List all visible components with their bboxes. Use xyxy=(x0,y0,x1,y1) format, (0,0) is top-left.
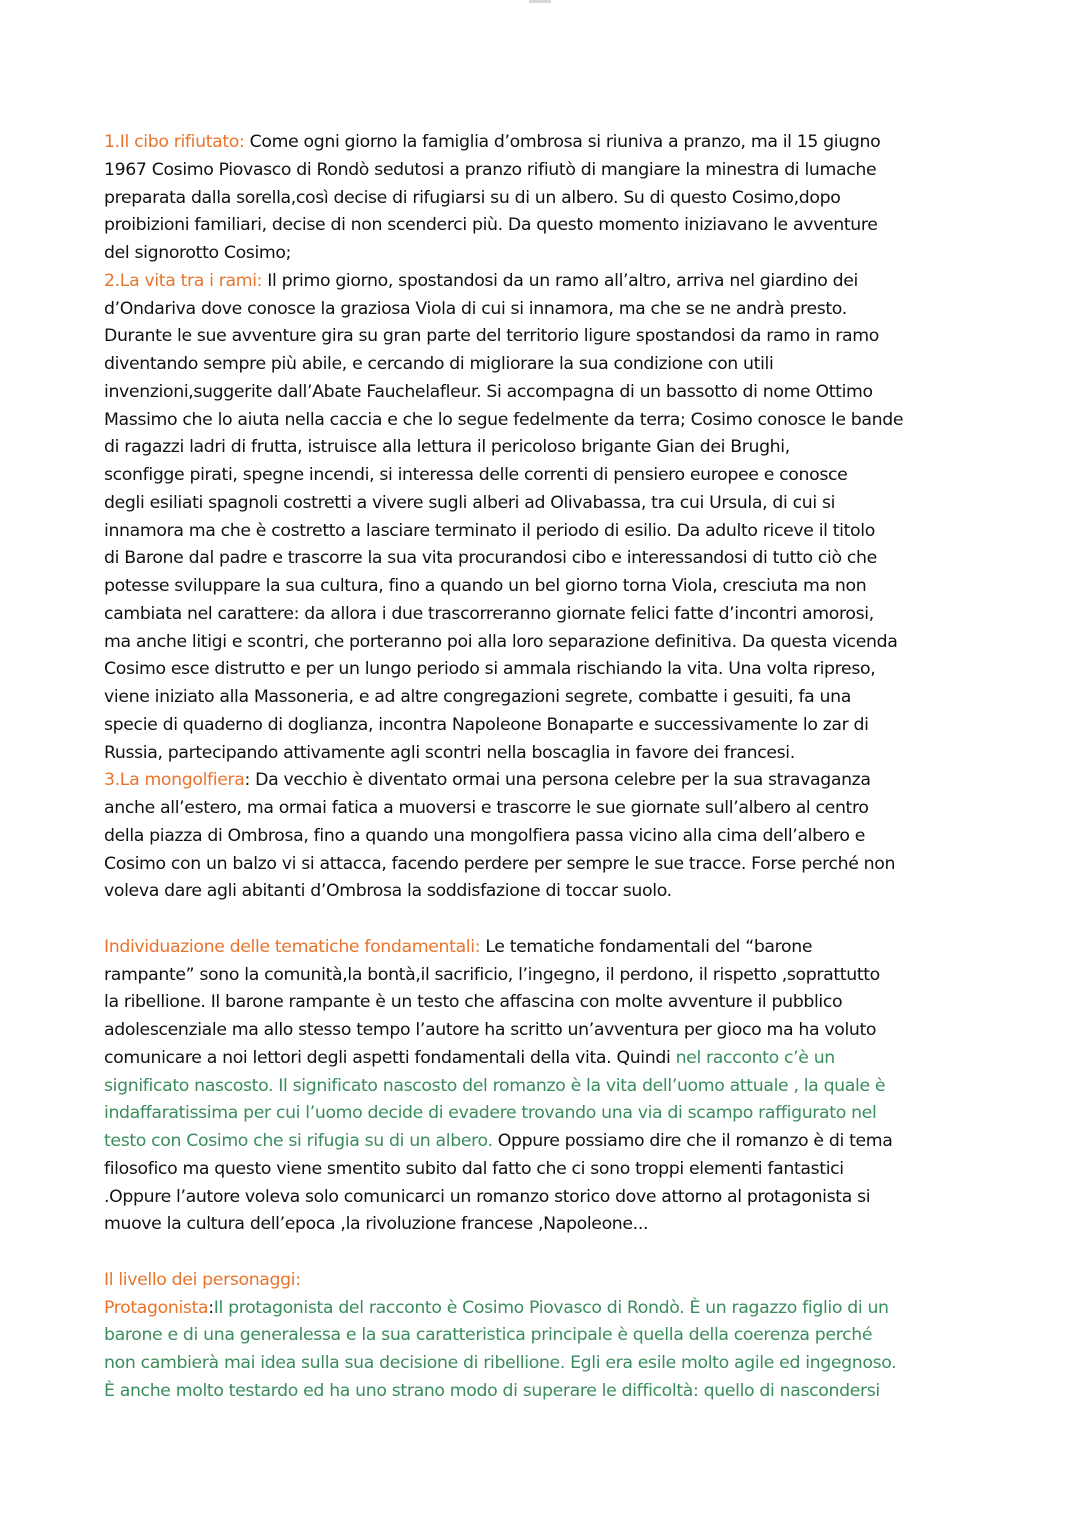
body-text: anche all’estero, ma ormai fatica a muoversi e trascorre le sue giornate sull’albero al centro xyxy=(104,798,869,818)
text-line xyxy=(104,1073,1004,1101)
body-text: Massimo che lo aiuta nella caccia e che lo segue fedelmente da terra; Cosimo conosce le bande xyxy=(104,409,904,430)
text-line xyxy=(104,767,1004,795)
body-text: della piazza di Ombrosa, fino a quando una mongolfiera passa vicino alla cima dell’albero e xyxy=(104,825,866,846)
body-text: .Oppure l’autore voleva solo comunicarci un romanzo storico dove attorno al protagonista si xyxy=(104,1186,871,1207)
text-line xyxy=(104,934,1004,962)
section-heading: 2.La vita tra i rami: xyxy=(104,270,268,291)
text-line xyxy=(104,212,1004,240)
text-line xyxy=(104,1128,1004,1156)
text-line xyxy=(104,351,1004,379)
body-text: voleva dare agli abitanti d’Ombrosa la soddisfazione di toccar suolo. xyxy=(104,881,672,902)
highlighted-text: significato nascosto. Il significato nascosto del romanzo è la vita dell’uomo attuale , la quale è xyxy=(104,1075,886,1096)
text-line xyxy=(104,296,1004,324)
text-line xyxy=(104,434,1004,462)
text-line xyxy=(104,1378,1004,1406)
body-text: la ribellione. Il barone rampante è un testo che affascina con molte avventure il pubblico xyxy=(104,992,843,1013)
highlighted-text: testo con Cosimo che si rifugia su di un albero. xyxy=(104,1131,498,1151)
section-heading: Protagonista xyxy=(104,1297,209,1318)
text-line xyxy=(104,1045,1004,1073)
highlighted-text: non cambierà mai idea sulla sua decisione di ribellione. Egli era esile molto agile ed ingegnoso. xyxy=(104,1353,897,1373)
blank-line xyxy=(104,1239,1004,1267)
text-line xyxy=(104,656,1004,684)
body-text: specie di quaderno di doglianza, incontra Napoleone Bonaparte e successivamente lo zar di xyxy=(104,714,869,735)
text-line xyxy=(104,240,1004,268)
text-line xyxy=(104,1156,1004,1184)
body-text: del signorotto Cosimo; xyxy=(104,243,292,263)
section-heading: Individuazione delle tematiche fondamentali: xyxy=(104,936,486,957)
body-text: potesse sviluppare la sua cultura, fino a quando un bel giorno torna Viola, cresciuta ma non xyxy=(104,576,867,596)
text-line xyxy=(104,129,1004,157)
text-line xyxy=(104,1100,1004,1128)
text-line xyxy=(104,823,1004,851)
text-line xyxy=(104,601,1004,629)
text-line xyxy=(104,185,1004,213)
body-text: invenzioni,suggerite dall’Abate Fauchelafleur. Si accompagna di un bassotto di nome Ottimo xyxy=(104,381,873,402)
body-text: Russia, partecipando attivamente agli scontri nella boscaglia in favore dei francesi. xyxy=(104,742,795,763)
text-line xyxy=(104,878,1004,906)
body-text: adolescenziale ma allo stesso tempo l’autore ha scritto un’avventura per gioco ma ha voluto xyxy=(104,1020,877,1040)
body-text: filosofico ma questo viene smentito subito dal fatto che ci sono troppi elementi fantastici xyxy=(104,1158,844,1179)
text-line xyxy=(104,684,1004,712)
body-text: Il primo giorno, spostandosi da un ramo all’altro, arriva nel giardino dei xyxy=(267,270,858,291)
text-line xyxy=(104,379,1004,407)
highlighted-text: È anche molto testardo ed ha uno strano modo di superare le difficoltà: quello di nascondersi xyxy=(104,1380,880,1401)
text-line xyxy=(104,573,1004,601)
text-line xyxy=(104,518,1004,546)
text-line xyxy=(104,323,1004,351)
body-text: degli esiliati spagnoli costretti a vivere sugli alberi ad Olivabassa, tra cui Ursula, di cui si xyxy=(104,492,836,513)
text-line xyxy=(104,490,1004,518)
document-body xyxy=(104,129,1004,1406)
body-text: proibizioni familiari, decise di non scenderci più. Da questo momento iniziavano le avventure xyxy=(104,215,878,236)
text-line xyxy=(104,989,1004,1017)
section-heading: 3.La mongolfiera xyxy=(104,770,245,791)
body-text: Cosimo esce distrutto e per un lungo periodo si ammala rischiando la vita. Una volta ripreso, xyxy=(104,659,876,680)
body-text: innamora ma che è costretto a lasciare terminato il periodo di esilio. Da adulto riceve il titolo xyxy=(104,520,875,541)
page-top-mark xyxy=(529,0,551,3)
body-text: comunicare a noi lettori degli aspetti fondamentali della vita. Quindi xyxy=(104,1047,676,1068)
body-text: ma anche litigi e scontri, che porteranno poi alla loro separazione definitiva. Da questa vicenda xyxy=(104,631,898,652)
text-line xyxy=(104,712,1004,740)
text-line xyxy=(104,795,1004,823)
text-line xyxy=(104,157,1004,185)
text-line xyxy=(104,1295,1004,1323)
highlighted-text: nel racconto c’è un xyxy=(675,1047,835,1068)
body-text: rampante” sono la comunità,la bontà,il sacrificio, l’ingegno, il perdono, il rispetto ,soprattutto xyxy=(104,964,880,985)
text-line xyxy=(104,1211,1004,1239)
body-text: Le tematiche fondamentali del “barone xyxy=(485,936,813,957)
body-text: : xyxy=(208,1297,214,1318)
body-text: d’Ondariva dove conosce la graziosa Viola di cui si innamora, ma che se ne andrà presto. xyxy=(104,298,847,319)
blank-line xyxy=(104,906,1004,934)
text-line xyxy=(104,268,1004,296)
highlighted-text: Il protagonista del racconto è Cosimo Piovasco di Rondò. È un ragazzo figlio di un xyxy=(213,1297,889,1318)
text-line xyxy=(104,740,1004,768)
body-text: cambiata nel carattere: da allora i due trascorreranno giornate felici fatte d’incontri amorosi, xyxy=(104,603,874,624)
text-line xyxy=(104,851,1004,879)
body-text: viene iniziato alla Massoneria, e ad altre congregazioni segrete, combatte i gesuiti, fa una xyxy=(104,687,852,707)
text-line xyxy=(104,1017,1004,1045)
body-text: Come ogni giorno la famiglia d’ombrosa si riuniva a pranzo, ma il 15 giugno xyxy=(249,132,881,152)
body-text: Oppure possiamo dire che il romanzo è di tema xyxy=(497,1131,893,1151)
body-text: Cosimo con un balzo vi si attacca, facendo perdere per sempre le sue tracce. Forse perché non xyxy=(104,853,896,874)
text-line xyxy=(104,407,1004,435)
body-text: sconfigge pirati, spegne incendi, si interessa delle correnti di pensiero europee e conosce xyxy=(104,465,848,485)
text-line xyxy=(104,1322,1004,1350)
body-text: : Da vecchio è diventato ormai una persona celebre per la sua stravaganza xyxy=(244,770,871,791)
body-text: Durante le sue avventure gira su gran parte del territorio ligure spostandosi da ramo in ramo xyxy=(104,326,879,347)
text-line xyxy=(104,962,1004,990)
body-text: di ragazzi ladri di frutta, istruisce alla lettura il pericoloso brigante Gian dei Brughi, xyxy=(104,437,790,458)
text-line xyxy=(104,629,1004,657)
text-line xyxy=(104,1350,1004,1378)
body-text: preparata dalla sorella,così decise di rifugiarsi su di un albero. Su di questo Cosimo,dopo xyxy=(104,187,841,208)
body-text: di Barone dal padre e trascorre la sua vita procurandosi cibo e interessandosi di tutto ciò che xyxy=(104,548,877,569)
body-text: muove la cultura dell’epoca ,la rivoluzione francese ,Napoleone... xyxy=(104,1214,649,1235)
section-heading: Il livello dei personaggi: xyxy=(104,1269,301,1290)
highlighted-text: indaffaratissima per cui l’uomo decide di evadere trovando una via di scampo raffigurato nel xyxy=(104,1103,877,1124)
highlighted-text: barone e di una generalessa e la sua caratteristica principale è quella della coerenza perché xyxy=(104,1325,873,1346)
text-line xyxy=(104,462,1004,490)
body-text: 1967 Cosimo Piovasco di Rondò sedutosi a pranzo rifiutò di mangiare la minestra di lumache xyxy=(104,159,877,180)
text-line xyxy=(104,1184,1004,1212)
body-text: diventando sempre più abile, e cercando di migliorare la sua condizione con utili xyxy=(104,354,774,374)
section-heading: 1.Il cibo rifiutato: xyxy=(104,132,250,152)
text-line xyxy=(104,1267,1004,1295)
text-line xyxy=(104,545,1004,573)
